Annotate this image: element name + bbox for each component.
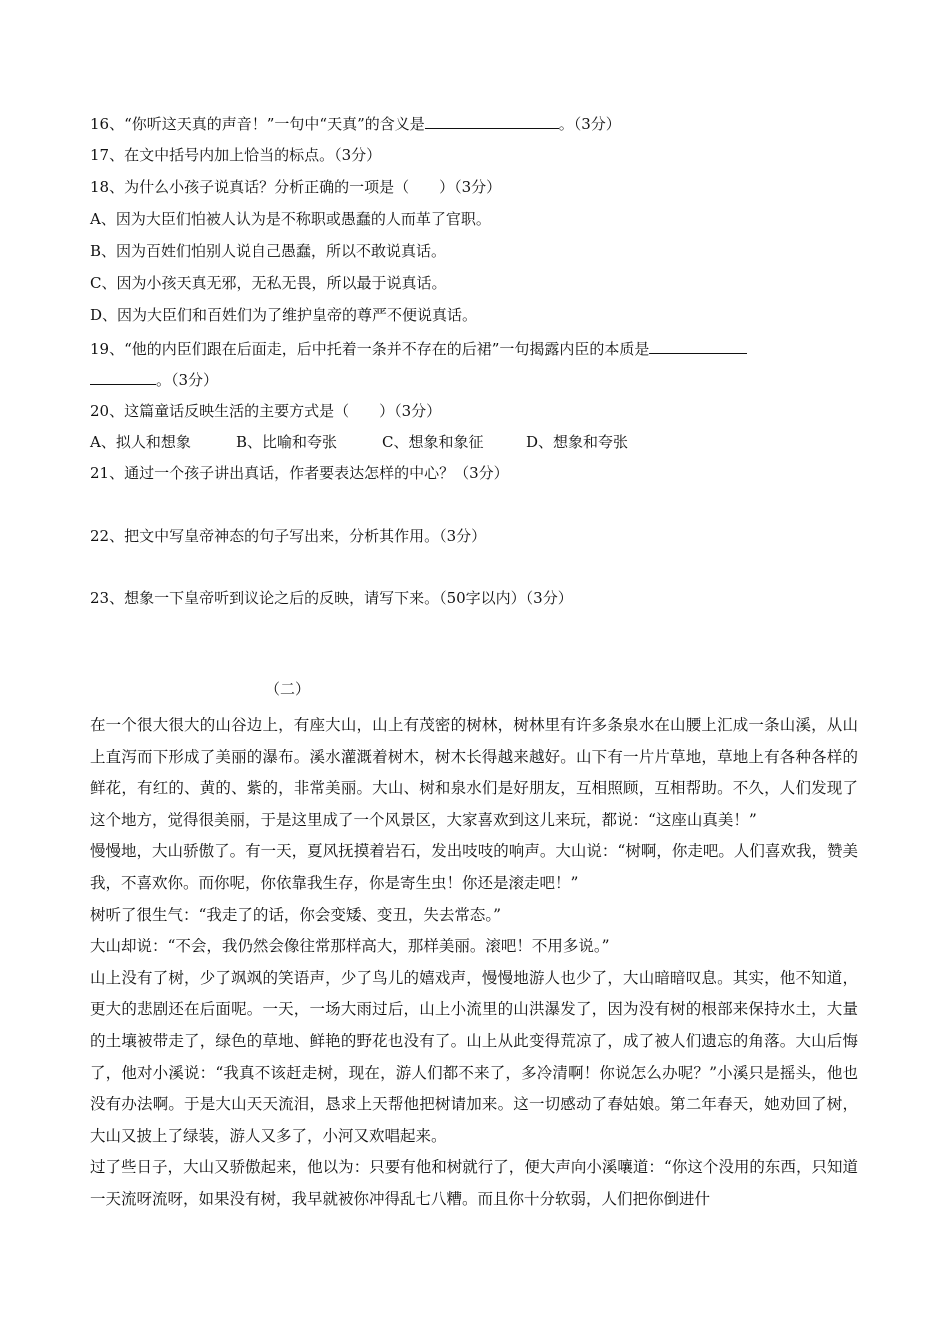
question-20: 20、这篇童话反映生活的主要方式是（ ）（3分）	[90, 402, 442, 420]
question-19	[90, 337, 747, 360]
question-18-option-d: D、因为大臣们和百姓们为了维护皇帝的尊严不便说真话。	[90, 306, 478, 324]
question-18-option-b: B、因为百姓们怕别人说自己愚蠢，所以不敢说真话。	[90, 242, 447, 260]
section-title: （二）	[265, 680, 311, 698]
answer-blank[interactable]	[425, 112, 559, 129]
question-19-continued	[90, 368, 218, 391]
answer-blank[interactable]	[649, 337, 747, 354]
passage-paragraph: 树听了很生气：“我走了的话，你会变矮、变丑，失去常态。”	[90, 905, 502, 924]
question-16-score: 。（3分）	[558, 115, 621, 133]
reading-passage	[90, 710, 858, 1216]
question-18-option-a: A、因为大臣们怕被人认为是不称职或愚蠢的人而革了官职。	[90, 210, 491, 228]
question-21: 21、通过一个孩子讲出真话，作者要表达怎样的中心？（3分）	[90, 464, 509, 482]
passage-paragraph: 慢慢地，大山骄傲了。有一天，夏风抚摸着岩石，发出吱吱的响声。大山说：“树啊，你走吧。人们喜欢我，赞美我，不喜欢你。而你呢，你依靠我生存，你是寄生虫！你还是滚走吧！”	[90, 842, 858, 892]
question-20-option-a: A、拟人和想象	[90, 433, 191, 451]
question-20-options	[90, 431, 628, 453]
passage-paragraph: 过了些日子，大山又骄傲起来，他以为：只要有他和树就行了，便大声向小溪嚷道：“你这个没用的东西，只知道一天流呀流呀，如果没有树，我早就被你冲得乱七八糟。而且你十分软弱，人们把你倒进什	[90, 1158, 858, 1208]
question-19-text: 19、“他的内臣们跟在后面走，后中托着一条并不存在的后裙”一句揭露内臣的本质是	[90, 340, 650, 358]
answer-blank[interactable]	[90, 368, 156, 385]
question-20-option-c: C、想象和象征	[382, 433, 484, 451]
question-20-option-b: B、比喻和夸张	[236, 433, 338, 451]
question-19-score: 。（3分）	[156, 371, 219, 389]
question-16-text: 16、“你听这天真的声音！”一句中“天真”的含义是	[90, 115, 425, 133]
question-16	[90, 112, 621, 135]
question-22: 22、把文中写皇帝神态的句子写出来，分析其作用。（3分）	[90, 527, 487, 545]
passage-paragraph: 在一个很大很大的山谷边上，有座大山，山上有茂密的树林，树林里有许多条泉水在山腰上汇成一条山溪，从山上直泻而下形成了美丽的瀑布。溪水灌溉着树木，树木长得越来越好。山下有一片片草地，草地上有各种各样的鲜花，有红的、黄的、紫的，非常美丽。大山、树和泉水们是好朋友，互相照顾，互相帮助。不久，人们发现了这个地方，觉得很美丽，于是这里成了一个风景区，大家喜欢到这儿来玩，都说：“这座山真美！”	[90, 716, 858, 829]
passage-paragraph: 大山却说：“不会，我仍然会像往常那样高大，那样美丽。滚吧！不用多说。”	[90, 937, 610, 956]
question-18: 18、为什么小孩子说真话？分析正确的一项是（ ）（3分）	[90, 178, 502, 196]
question-18-option-c: C、因为小孩天真无邪，无私无畏，所以最于说真话。	[90, 274, 447, 292]
question-17: 17、在文中括号内加上恰当的标点。（3分）	[90, 146, 382, 164]
question-20-option-d: D、想象和夸张	[526, 433, 629, 451]
question-23: 23、想象一下皇帝听到议论之后的反映，请写下来。（50字以内）（3分）	[90, 589, 573, 607]
passage-paragraph: 山上没有了树，少了飒飒的笑语声，少了鸟儿的嬉戏声，慢慢地游人也少了，大山暗暗叹息。其实，他不知道，更大的悲剧还在后面呢。一天，一场大雨过后，山上小流里的山洪瀑发了，因为没有树的根部来保持水土，大量的土壤被带走了，绿色的草地、鲜艳的野花也没有了。山上从此变得荒凉了，成了被人们遗忘的角落。大山后悔了，他对小溪说：“我真不该赶走树，现在，游人们都不来了，多冷清啊！你说怎么办呢？”小溪只是摇头，他也没有办法啊。于是大山天天流泪，恳求上天帮他把树请加来。这一切感动了春姑娘。第二年春天，她劝回了树，大山又披上了绿装，游人又多了，小河又欢唱起来。	[90, 968, 858, 1145]
